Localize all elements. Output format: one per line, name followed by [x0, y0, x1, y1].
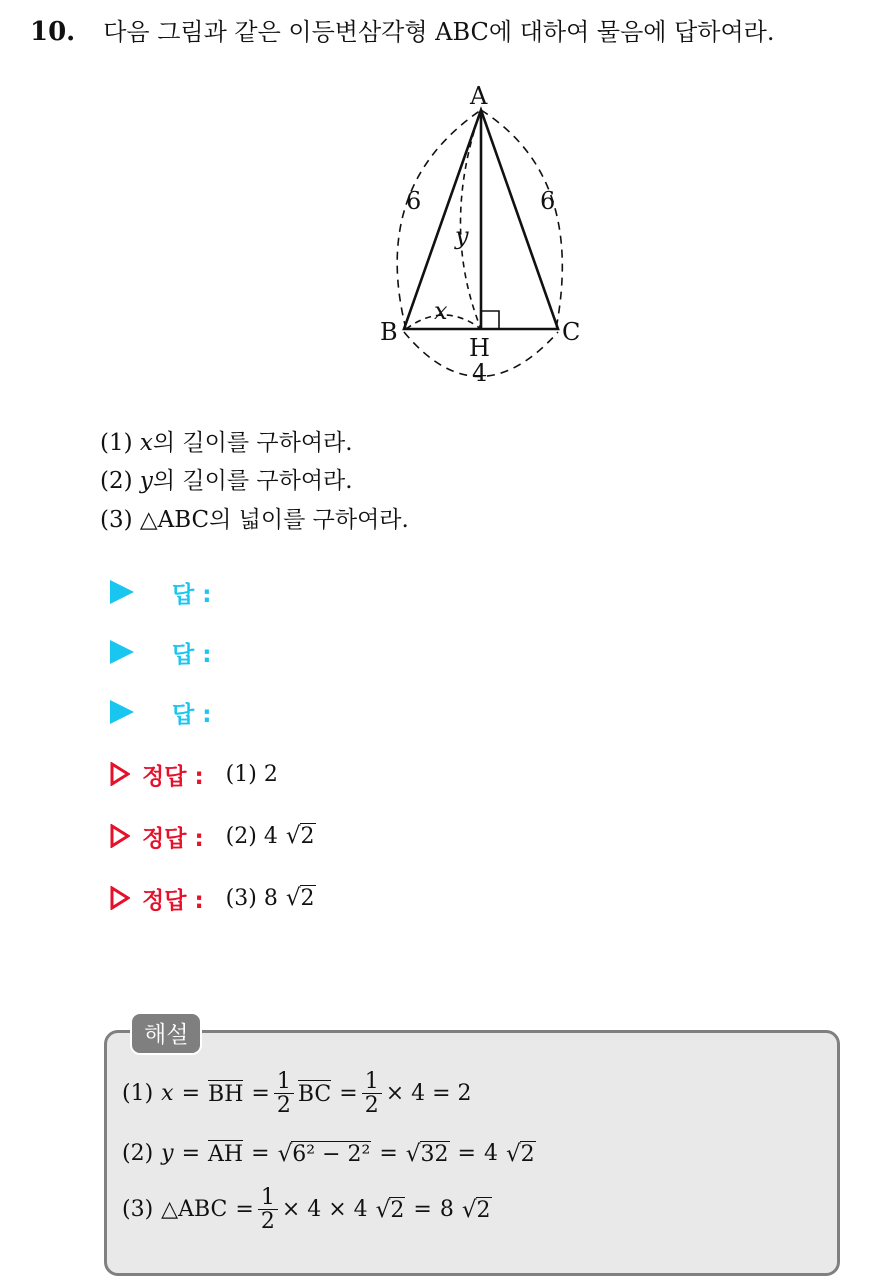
outline-triangle-icon: [110, 762, 130, 786]
right-angle-mark: [481, 311, 499, 329]
label-base: 4: [472, 359, 488, 387]
question-header: [30, 12, 774, 47]
label-a: A: [470, 82, 488, 110]
subquestion-2: [100, 462, 353, 495]
label-b: B: [380, 318, 398, 346]
subquestion-2-text: 의 길이를 구하여라.: [152, 468, 353, 494]
play-triangle-icon: [110, 700, 134, 724]
correct-label: 정답 :: [142, 763, 204, 790]
question-text: 다음 그림과 같은 이등변삼각형 ABC에 대하여 물음에 답하여라.: [103, 18, 775, 46]
correct-value-2: (2) 4 √ 2: [225, 823, 315, 849]
play-triangle-icon: [110, 640, 134, 664]
subquestion-3-text: 의 넓이를 구하여라.: [209, 507, 409, 533]
label-side-left: 6: [406, 187, 422, 215]
label-h: H: [469, 334, 490, 362]
answer-row-1[interactable]: [110, 574, 211, 610]
correct-label: 정답 :: [142, 887, 204, 914]
subquestion-1: [100, 424, 353, 457]
subquestion-2-num: (2): [100, 468, 133, 494]
label-x: x: [434, 297, 448, 325]
explanation-line-1: (1) x = BH = $\frac{1}{2}$ BC = $\frac{1}{2}$ × 4 = 2: [122, 1069, 472, 1119]
outline-triangle-icon: [110, 824, 130, 848]
play-triangle-icon: [110, 580, 134, 604]
correct-label: 정답 :: [142, 825, 204, 852]
subquestion-2-var: y: [139, 468, 153, 494]
label-c: C: [562, 318, 581, 346]
explanation-tag: 해설: [130, 1012, 202, 1055]
answer-row-2[interactable]: [110, 634, 211, 670]
subquestion-1-text: 의 길이를 구하여라.: [152, 430, 353, 456]
question-number: 10.: [30, 17, 76, 47]
explanation-line-2: (2) y = AH = √ 6² − 2² = √ 32 = 4 √ 2: [122, 1140, 535, 1167]
isosceles-triangle-figure: [360, 76, 620, 396]
correct-answer-row-2: [110, 818, 316, 854]
correct-answer-row-3: [110, 880, 316, 916]
outline-triangle-icon: [110, 886, 130, 910]
subquestion-1-var: x: [139, 430, 153, 456]
correct-answer-row-1: [110, 756, 278, 792]
subquestion-3: [100, 501, 409, 534]
correct-value-1: (1) 2: [225, 761, 278, 787]
explanation-line-3: (3) △ABC = $\frac{1}{2}$ × 4 × 4 √ 2 = 8 √ 2: [122, 1185, 491, 1235]
answer-label: 답 :: [172, 641, 212, 668]
correct-value-3: (3) 8 √ 2: [225, 885, 315, 911]
answer-label: 답 :: [172, 701, 212, 728]
subquestion-3-num: (3): [100, 507, 133, 533]
subquestion-1-num: (1): [100, 430, 133, 456]
subquestion-3-var: △ABC: [139, 507, 210, 533]
answer-row-3[interactable]: [110, 694, 211, 730]
label-side-right: 6: [540, 187, 556, 215]
answer-label: 답 :: [172, 581, 212, 608]
label-y: y: [455, 222, 469, 250]
